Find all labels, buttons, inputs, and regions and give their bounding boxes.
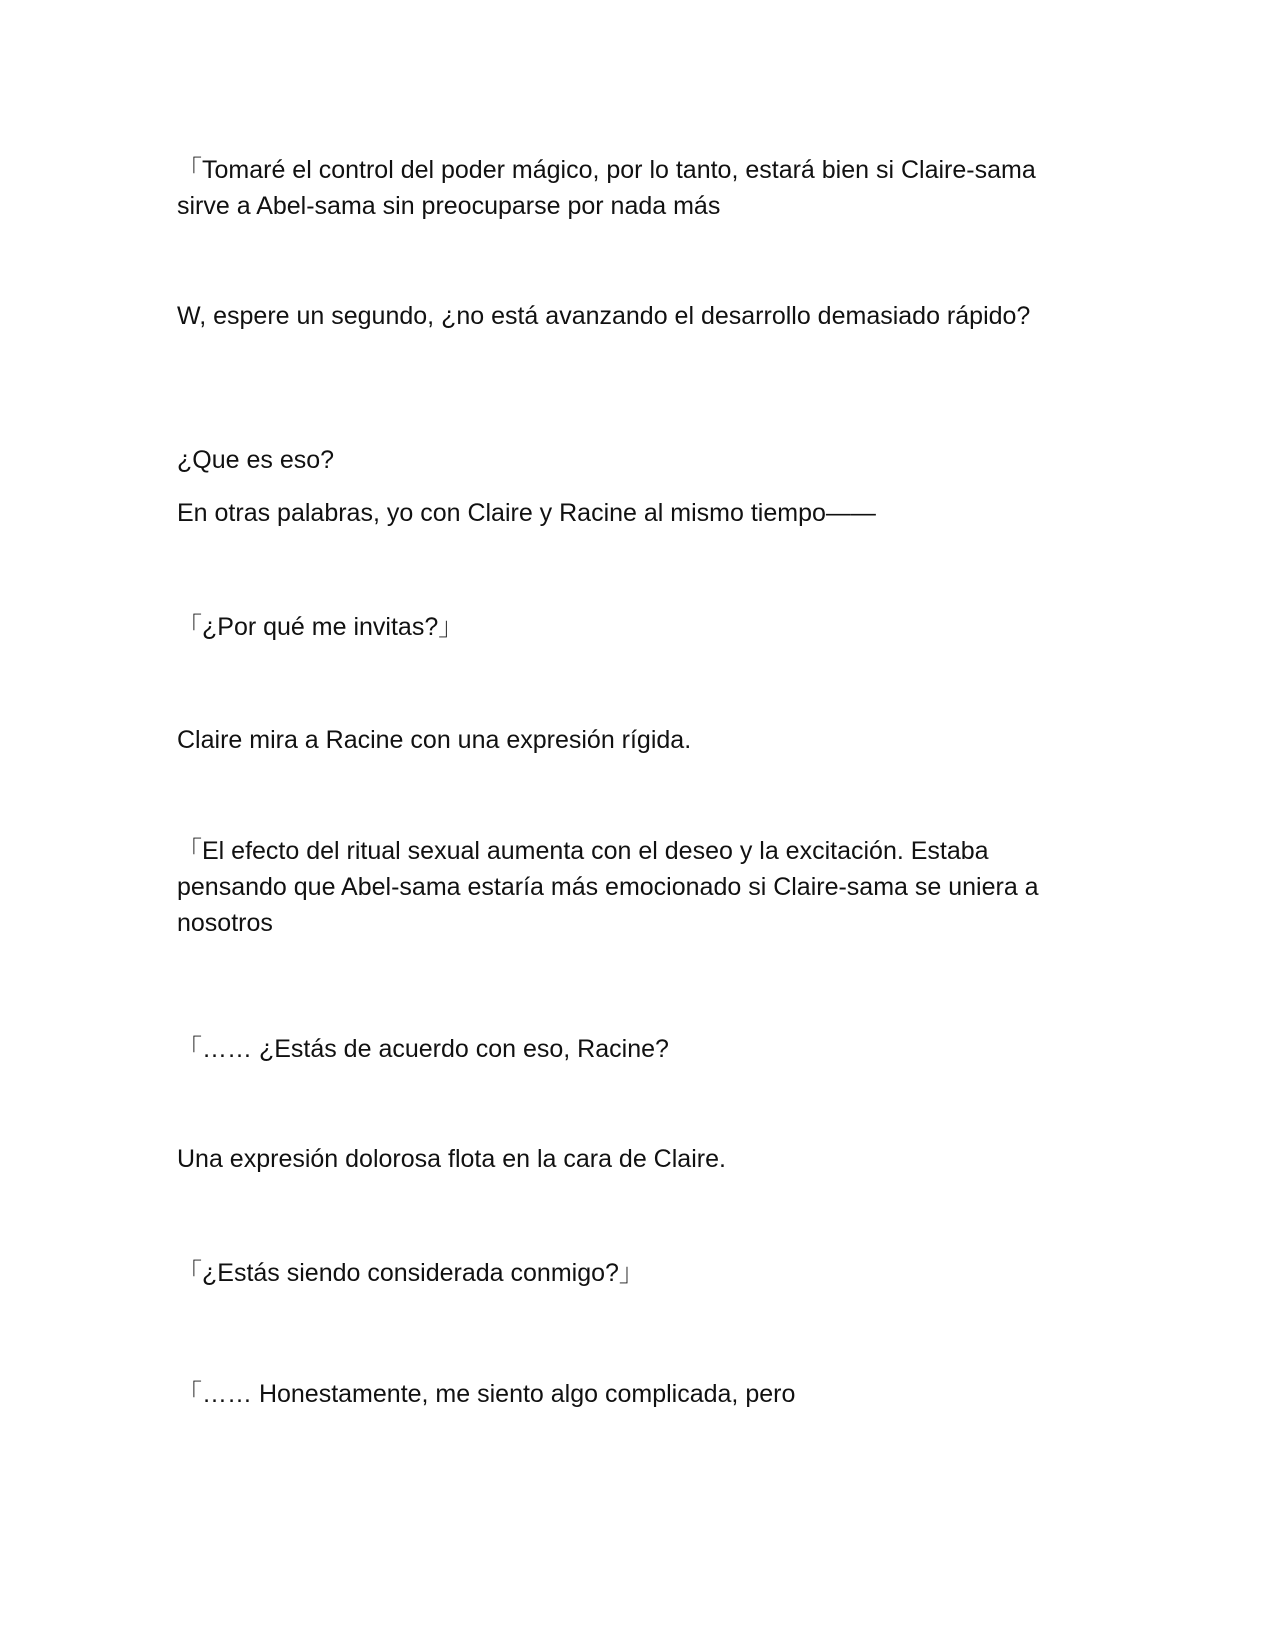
paragraph-6: Claire mira a Racine con una expresión rígida. <box>177 726 692 754</box>
paragraph-8: 「…… ¿Estás de acuerdo con eso, Racine? <box>177 1035 669 1063</box>
paragraph-1: 「Tomaré el control del poder mágico, por lo tanto, estará bien si Claire-sama sirve a Abel-sama sin preocuparse por nada más <box>177 156 1036 220</box>
paragraph-3: ¿Que es eso? <box>177 446 335 474</box>
paragraph-5: 「¿Por qué me invitas?」 <box>177 613 464 641</box>
paragraph-7: 「El efecto del ritual sexual aumenta con el deseo y la excitación. Estaba pensando que Abel-sama estaría más emocionado si Claire-sama se uniera a nosotros <box>177 837 1039 937</box>
paragraph-9: Una expresión dolorosa flota en la cara de Claire. <box>177 1145 726 1173</box>
paragraph-10: 「¿Estás siendo considerada conmigo?」 <box>177 1259 644 1287</box>
paragraph-4: En otras palabras, yo con Claire y Racine al mismo tiempo—— <box>177 499 876 527</box>
paragraph-11: 「…… Honestamente, me siento algo complicada, pero <box>177 1380 796 1408</box>
paragraph-2: W, espere un segundo, ¿no está avanzando el desarrollo demasiado rápido? <box>177 302 1031 330</box>
